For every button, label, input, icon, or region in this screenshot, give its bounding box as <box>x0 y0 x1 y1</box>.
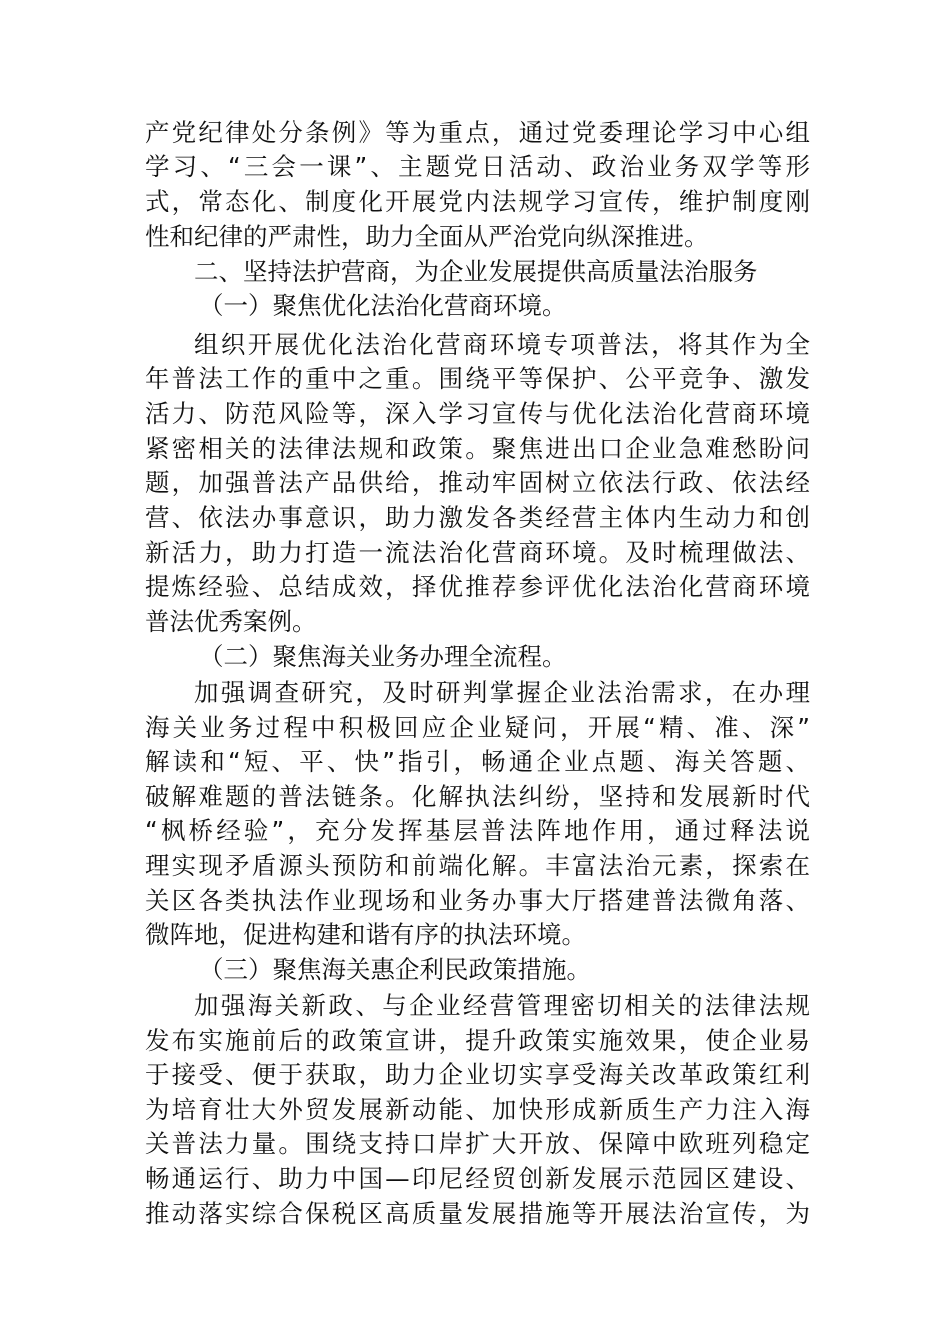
body-text-line: 性和纪律的严肃性，助力全面从严治党向纵深推进。 <box>145 222 709 251</box>
body-text-line: 式，常态化、制度化开展党内法规学习宣传，维护制度刚 <box>145 187 810 216</box>
body-text-line: 发布实施前后的政策宣讲，提升政策实施效果，使企业易 <box>145 1026 810 1055</box>
subsection-heading: （二）聚焦海关业务办理全流程。 <box>199 642 567 671</box>
body-text-line: 紧密相关的法律法规和政策。聚焦进出口企业急难愁盼问 <box>145 434 810 463</box>
body-text-line: 破解难题的普法链条。化解执法纠纷，坚持和发展新时代 <box>145 782 810 811</box>
body-text-line: 题，加强普法产品供给，推动牢固树立依法行政、依法经 <box>145 468 810 497</box>
subsection-heading: （三）聚焦海关惠企利民政策措施。 <box>199 955 591 984</box>
body-text-line: 理实现矛盾源头预防和前端化解。丰富法治元素，探索在 <box>145 851 810 880</box>
body-text-line: 加强调查研究，及时研判掌握企业法治需求，在办理 <box>194 678 810 707</box>
body-text-line: 普法优秀案例。 <box>145 607 317 636</box>
body-text-line: 关区各类执法作业现场和业务办事大厅搭建普法微角落、 <box>145 886 810 915</box>
body-text-line: 活力、防范风险等，深入学习宣传与优化法治化营商环境 <box>145 399 810 428</box>
body-text-line: 产党纪律处分条例》等为重点，通过党委理论学习中心组 <box>145 118 810 147</box>
body-text-line: 组织开展优化法治化营商环境专项普法，将其作为全 <box>194 330 810 359</box>
body-text-line: 年普法工作的重中之重。围绕平等保护、公平竞争、激发 <box>145 364 810 393</box>
body-text-line: 新活力，助力打造一流法治化营商环境。及时梳理做法、 <box>145 538 810 567</box>
body-text-line: “枫桥经验”，充分发挥基层普法阵地作用，通过释法说 <box>145 816 810 845</box>
body-text-line: 关普法力量。围绕支持口岸扩大开放、保障中欧班列稳定 <box>145 1129 810 1158</box>
body-text-line: 推动落实综合保税区高质量发展措施等开展法治宣传，为 <box>145 1199 810 1228</box>
body-text-line: 于接受、便于获取，助力企业切实享受海关改革政策红利 <box>145 1060 810 1089</box>
body-text-line: 营、依法办事意识，助力激发各类经营主体内生动力和创 <box>145 503 810 532</box>
body-text-line: 为培育壮大外贸发展新动能、加快形成新质生产力注入海 <box>145 1095 810 1124</box>
body-text-line: 畅通运行、助力中国—印尼经贸创新发展示范园区建设、 <box>145 1164 810 1193</box>
body-text-line: 微阵地，促进构建和谐有序的执法环境。 <box>145 920 586 949</box>
body-text-line: 学习、“三会一课”、主题党日活动、政治业务双学等形 <box>145 152 810 181</box>
body-text-line: 解读和“短、平、快”指引，畅通企业点题、海关答题、 <box>145 747 810 776</box>
subsection-heading: （一）聚焦优化法治化营商环境。 <box>199 291 567 320</box>
body-text-line: 海关业务过程中积极回应企业疑问，开展“精、准、深” <box>145 713 810 742</box>
body-text-line: 提炼经验、总结成效，择优推荐参评优化法治化营商环境 <box>145 572 810 601</box>
section-heading: 二、坚持法护营商，为企业发展提供高质量法治服务 <box>194 257 758 286</box>
body-text-line: 加强海关新政、与企业经营管理密切相关的法律法规 <box>194 991 810 1020</box>
